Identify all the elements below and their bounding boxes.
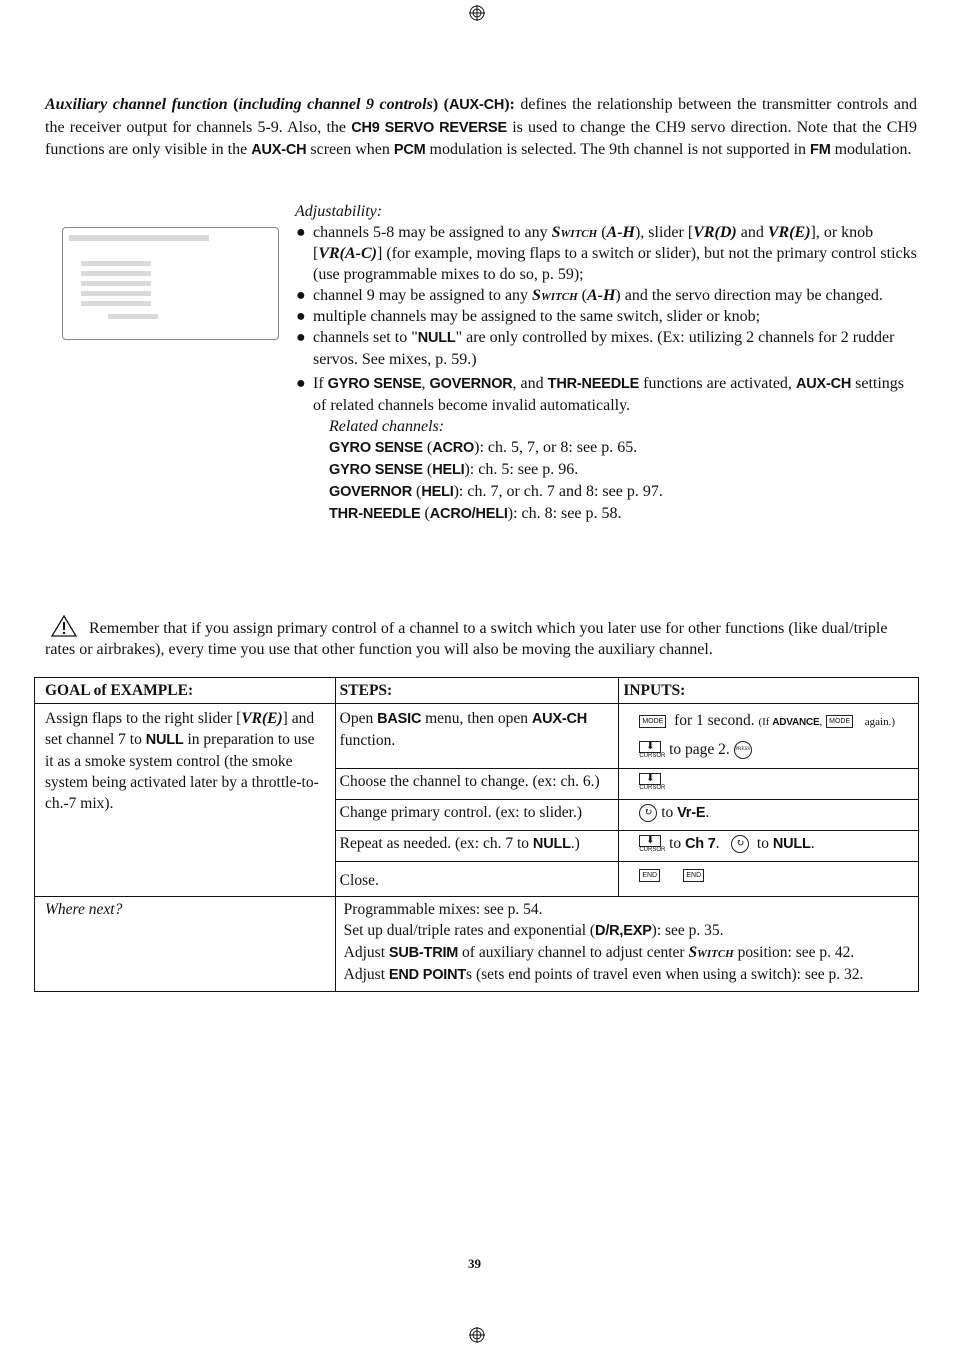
lcd-screen-image bbox=[62, 227, 279, 340]
list-item: ● If GYRO SENSE, GOVERNOR, and THR-NEEDLE functions are activated, AUX-CH settings of related channels become invalid automatically. bbox=[296, 375, 905, 414]
table-row bbox=[35, 704, 919, 769]
input-cell: ⬇ CURSOR to Ch 7. ↻ to NULL. bbox=[619, 831, 919, 862]
press-dial-icon: PRESS bbox=[734, 741, 752, 759]
input-cell bbox=[619, 862, 919, 897]
adjustability-list bbox=[295, 222, 920, 416]
step-cell: Repeat as needed. (ex: ch. 7 to NULL.) bbox=[335, 831, 619, 862]
table-row bbox=[35, 897, 919, 992]
lcd-pixel-art bbox=[63, 228, 278, 339]
where-next-cell: Programmable mixes: see p. 54. Set up dual/triple rates and exponential (D/R,EXP): see p. 35. Adjust SUB-TRIM of auxiliary channel to adjust center Switch position: see p. 42. Adjust END POINTs (sets end points of travel even when using a switch): see p. 32. bbox=[335, 897, 918, 992]
related-item: GYRO SENSE (ACRO): ch. 5, 7, or 8: see p. 65. bbox=[329, 439, 638, 456]
related-channels bbox=[295, 416, 920, 525]
adjustability-section bbox=[295, 201, 920, 525]
cursor-down-key-icon: ⬇ CURSOR bbox=[639, 834, 666, 853]
cursor-down-key-icon: ⬇ CURSOR bbox=[639, 772, 666, 791]
goal-header: GOAL of EXAMPLE: bbox=[35, 678, 336, 704]
end-key-icon: END bbox=[639, 869, 660, 882]
warning-icon bbox=[51, 615, 77, 637]
related-item: THR-NEEDLE (ACRO/HELI): ch. 8: see p. 58. bbox=[329, 505, 622, 522]
related-item: GYRO SENSE (HELI): ch. 5: see p. 96. bbox=[329, 461, 579, 478]
mode-key-icon: MODE bbox=[639, 715, 666, 728]
step-cell: Choose the channel to change. (ex: ch. 6.) bbox=[335, 769, 619, 800]
step-cell: Close. bbox=[335, 862, 619, 897]
list-item: ● channel 9 may be assigned to any Switch (A-H) and the servo direction may be changed. bbox=[296, 287, 883, 304]
warning-note: Remember that if you assign primary control of a channel to a switch which you later use for other functions (like dual/triple rates or airbrakes), every time you use that other function you will also be moving the auxiliary channel. bbox=[45, 615, 917, 660]
mode-key-icon: MODE bbox=[826, 715, 853, 728]
cursor-down-key-icon: ⬇ CURSOR bbox=[639, 740, 666, 759]
input-cell: ↻ to Vr-E. bbox=[619, 800, 919, 831]
related-item: GOVERNOR (HELI): ch. 7, or ch. 7 and 8: see p. 97. bbox=[329, 483, 663, 500]
end-key-icon: END bbox=[683, 869, 704, 882]
steps-header: STEPS: bbox=[335, 678, 619, 704]
list-item: ● channels 5-8 may be assigned to any Switch (A-H), slider [VR(D) and VR(E)], or knob [VR(A-C)] (for example, moving flaps to a switch or slider), but not the primary control sticks (use programmable mixes to do so, p. 59); bbox=[296, 224, 917, 283]
dial-icon: ↻ bbox=[639, 804, 657, 822]
step-cell: Open BASIC menu, then open AUX-CH function. bbox=[335, 704, 619, 769]
dial-icon: ↻ bbox=[731, 835, 749, 853]
list-item: ● multiple channels may be assigned to the same switch, slider or knob; bbox=[296, 308, 761, 325]
input-cell: MODE for 1 second. (If ADVANCE, MODE again.) ⬇ CURSOR to page 2. PRESS bbox=[619, 704, 919, 769]
input-cell bbox=[619, 769, 919, 800]
list-item: ● channels set to "NULL" are only controlled by mixes. (Ex: utilizing 2 channels for 2 rudder servos. See mixes, p. 59.) bbox=[296, 329, 895, 368]
registration-mark-icon bbox=[469, 1327, 485, 1343]
page-number: 39 bbox=[468, 1256, 481, 1271]
registration-mark-icon bbox=[469, 5, 485, 21]
step-cell: Change primary control. (ex: to slider.) bbox=[335, 800, 619, 831]
intro-paragraph: Auxiliary channel function (including channel 9 controls) (AUX-CH): defines the relationship between the transmitter controls and the receiver output for channels 5-9. Also, the CH9 SERVO REVERSE is used to change the CH9 servo direction. Note that the CH9 functions are only visible in the AUX-CH screen when PCM modulation is selected. The 9th channel is not supported in FM modulation. bbox=[45, 96, 918, 158]
steps-table bbox=[34, 677, 919, 992]
goal-cell: Assign flaps to the right slider [VR(E)] and set channel 7 to NULL in preparation to use it as a smoke system control (the smoke system being activated later by a throttle-to-ch.-7 mix). bbox=[35, 704, 336, 897]
table-header-row bbox=[35, 678, 919, 704]
where-next-label: Where next? bbox=[35, 897, 336, 992]
inputs-header: INPUTS: bbox=[619, 678, 919, 704]
adjustability-heading: Adjustability: bbox=[295, 203, 383, 220]
related-heading: Related channels: bbox=[329, 418, 445, 435]
